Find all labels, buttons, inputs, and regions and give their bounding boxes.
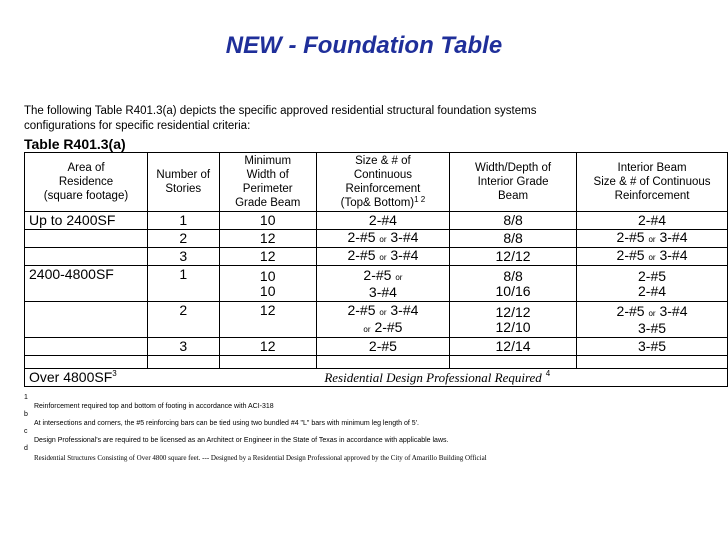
footnote-text: Design Professional's are required to be licensed as an Architect or Engineer in the State of Texas in accordance with applicable laws. (34, 436, 449, 444)
cell-stories: 3 (147, 248, 219, 266)
cell-stories: 3 (147, 338, 219, 356)
footnote-mark: c (24, 428, 28, 435)
cell-width: 10 (219, 212, 316, 230)
cell-interior: 12/14 (450, 338, 577, 356)
table-name: Table R401.3(a) (24, 136, 126, 152)
cell-design-professional: Residential Design Professional Required $^4$ (147, 369, 727, 387)
intro-line: configurations for specific residential criteria: (24, 120, 251, 132)
footnote (24, 428, 714, 445)
footnote (24, 394, 714, 411)
cell-width: 12 (219, 248, 316, 266)
cell-interior: 8/8 10/16 (450, 266, 577, 302)
header-grade-beam: Minimum Width of Perimeter Grade Beam (219, 153, 316, 212)
cell-width: 12 (219, 338, 316, 356)
cell-interior-reinforcement: 2-#5 or 3-#4 (577, 230, 728, 248)
cell-width: 12 (219, 302, 316, 338)
header-area: Area of Residence (square footage) (25, 153, 148, 212)
header-reinforcement: Size & # of Continuous Reinforcement (Top& Bottom)$^{1 2}$ (316, 153, 449, 212)
table-row (25, 212, 728, 230)
cell-area: Over $4800SF^3$ (25, 369, 148, 387)
table-row (25, 266, 728, 302)
footnote-text: Reinforcement required top and bottom of footing in accordance with ACI-318 (34, 402, 274, 410)
cell-area (25, 302, 148, 338)
cell-interior: 12/12 12/10 (450, 302, 577, 338)
footnotes (24, 394, 714, 462)
footnote (24, 445, 714, 462)
cell-interior-reinforcement: 2-#5 or 3-#4 3-#5 (577, 302, 728, 338)
cell-reinforcement: 2-#5 or 3-#4 or 2-#5 (316, 302, 449, 338)
cell-area (25, 338, 148, 356)
cell-area (25, 230, 148, 248)
footnote-mark: b (24, 411, 28, 418)
cell-reinforcement: 2-#5 (316, 338, 449, 356)
cell-reinforcement: 2-#5 or 3-#4 (316, 230, 449, 248)
footnote-mark: 1 (24, 394, 28, 401)
slide-title: NEW - Foundation Table (225, 32, 503, 59)
cell-reinforcement: 2-#4 (316, 212, 449, 230)
header-stories: Number of Stories (147, 153, 219, 212)
intro-line: The following Table R401.3(a) depicts the specific approved residential structural foundation systems (24, 105, 537, 117)
cell-area: Up to 2400SF (25, 212, 148, 230)
table-row (25, 248, 728, 266)
cell-area: 2400-4800SF (25, 266, 148, 302)
footnote-ref: 1 2 (414, 195, 426, 204)
cell-interior: 8/8 (450, 212, 577, 230)
cell-interior-reinforcement: 2-#5 or 3-#4 (577, 248, 728, 266)
cell-stories: 2 (147, 302, 219, 338)
cell-interior: 12/12 (450, 248, 577, 266)
cell-stories: 2 (147, 230, 219, 248)
table-row (25, 302, 728, 338)
cell-interior-reinforcement: 2-#4 (577, 212, 728, 230)
footnote-text: Residential Structures Consisting of Over 4800 square feet. --- Designed by a Residential Design Professional approved by the City of Amarillo Building Official (34, 453, 487, 462)
cell-interior-reinforcement: 2-#5 2-#4 (577, 266, 728, 302)
footnote-ref: 4 (545, 369, 551, 378)
table-row (25, 338, 728, 356)
cell-reinforcement: 2-#5 or 3-#4 (316, 266, 449, 302)
table-row (25, 230, 728, 248)
footnote (24, 411, 714, 428)
cell-stories: 1 (147, 266, 219, 302)
header-interior-beam: Width/Depth of Interior Grade Beam (450, 153, 577, 212)
header-interior-reinforcement: Interior Beam Size & # of Continuous Reinforcement (577, 153, 728, 212)
cell-width: 10 10 (219, 266, 316, 302)
footnote-text: At intersections and corners, the #5 reinforcing bars can be tied using two bundled #4 "L" bars with minimum leg length of 5'. (34, 419, 419, 427)
cell-width: 12 (219, 230, 316, 248)
cell-area (25, 248, 148, 266)
intro-text (24, 104, 536, 134)
cell-reinforcement: 2-#5 or 3-#4 (316, 248, 449, 266)
cell-interior-reinforcement: 3-#5 (577, 338, 728, 356)
cell-interior: 8/8 (450, 230, 577, 248)
table-row-last (25, 369, 728, 387)
foundation-table (24, 152, 728, 387)
footnote-ref: 3 (112, 369, 117, 378)
table-row-blank (25, 356, 728, 369)
footnote-mark: d (24, 445, 28, 452)
cell-stories: 1 (147, 212, 219, 230)
header-row (25, 153, 728, 212)
